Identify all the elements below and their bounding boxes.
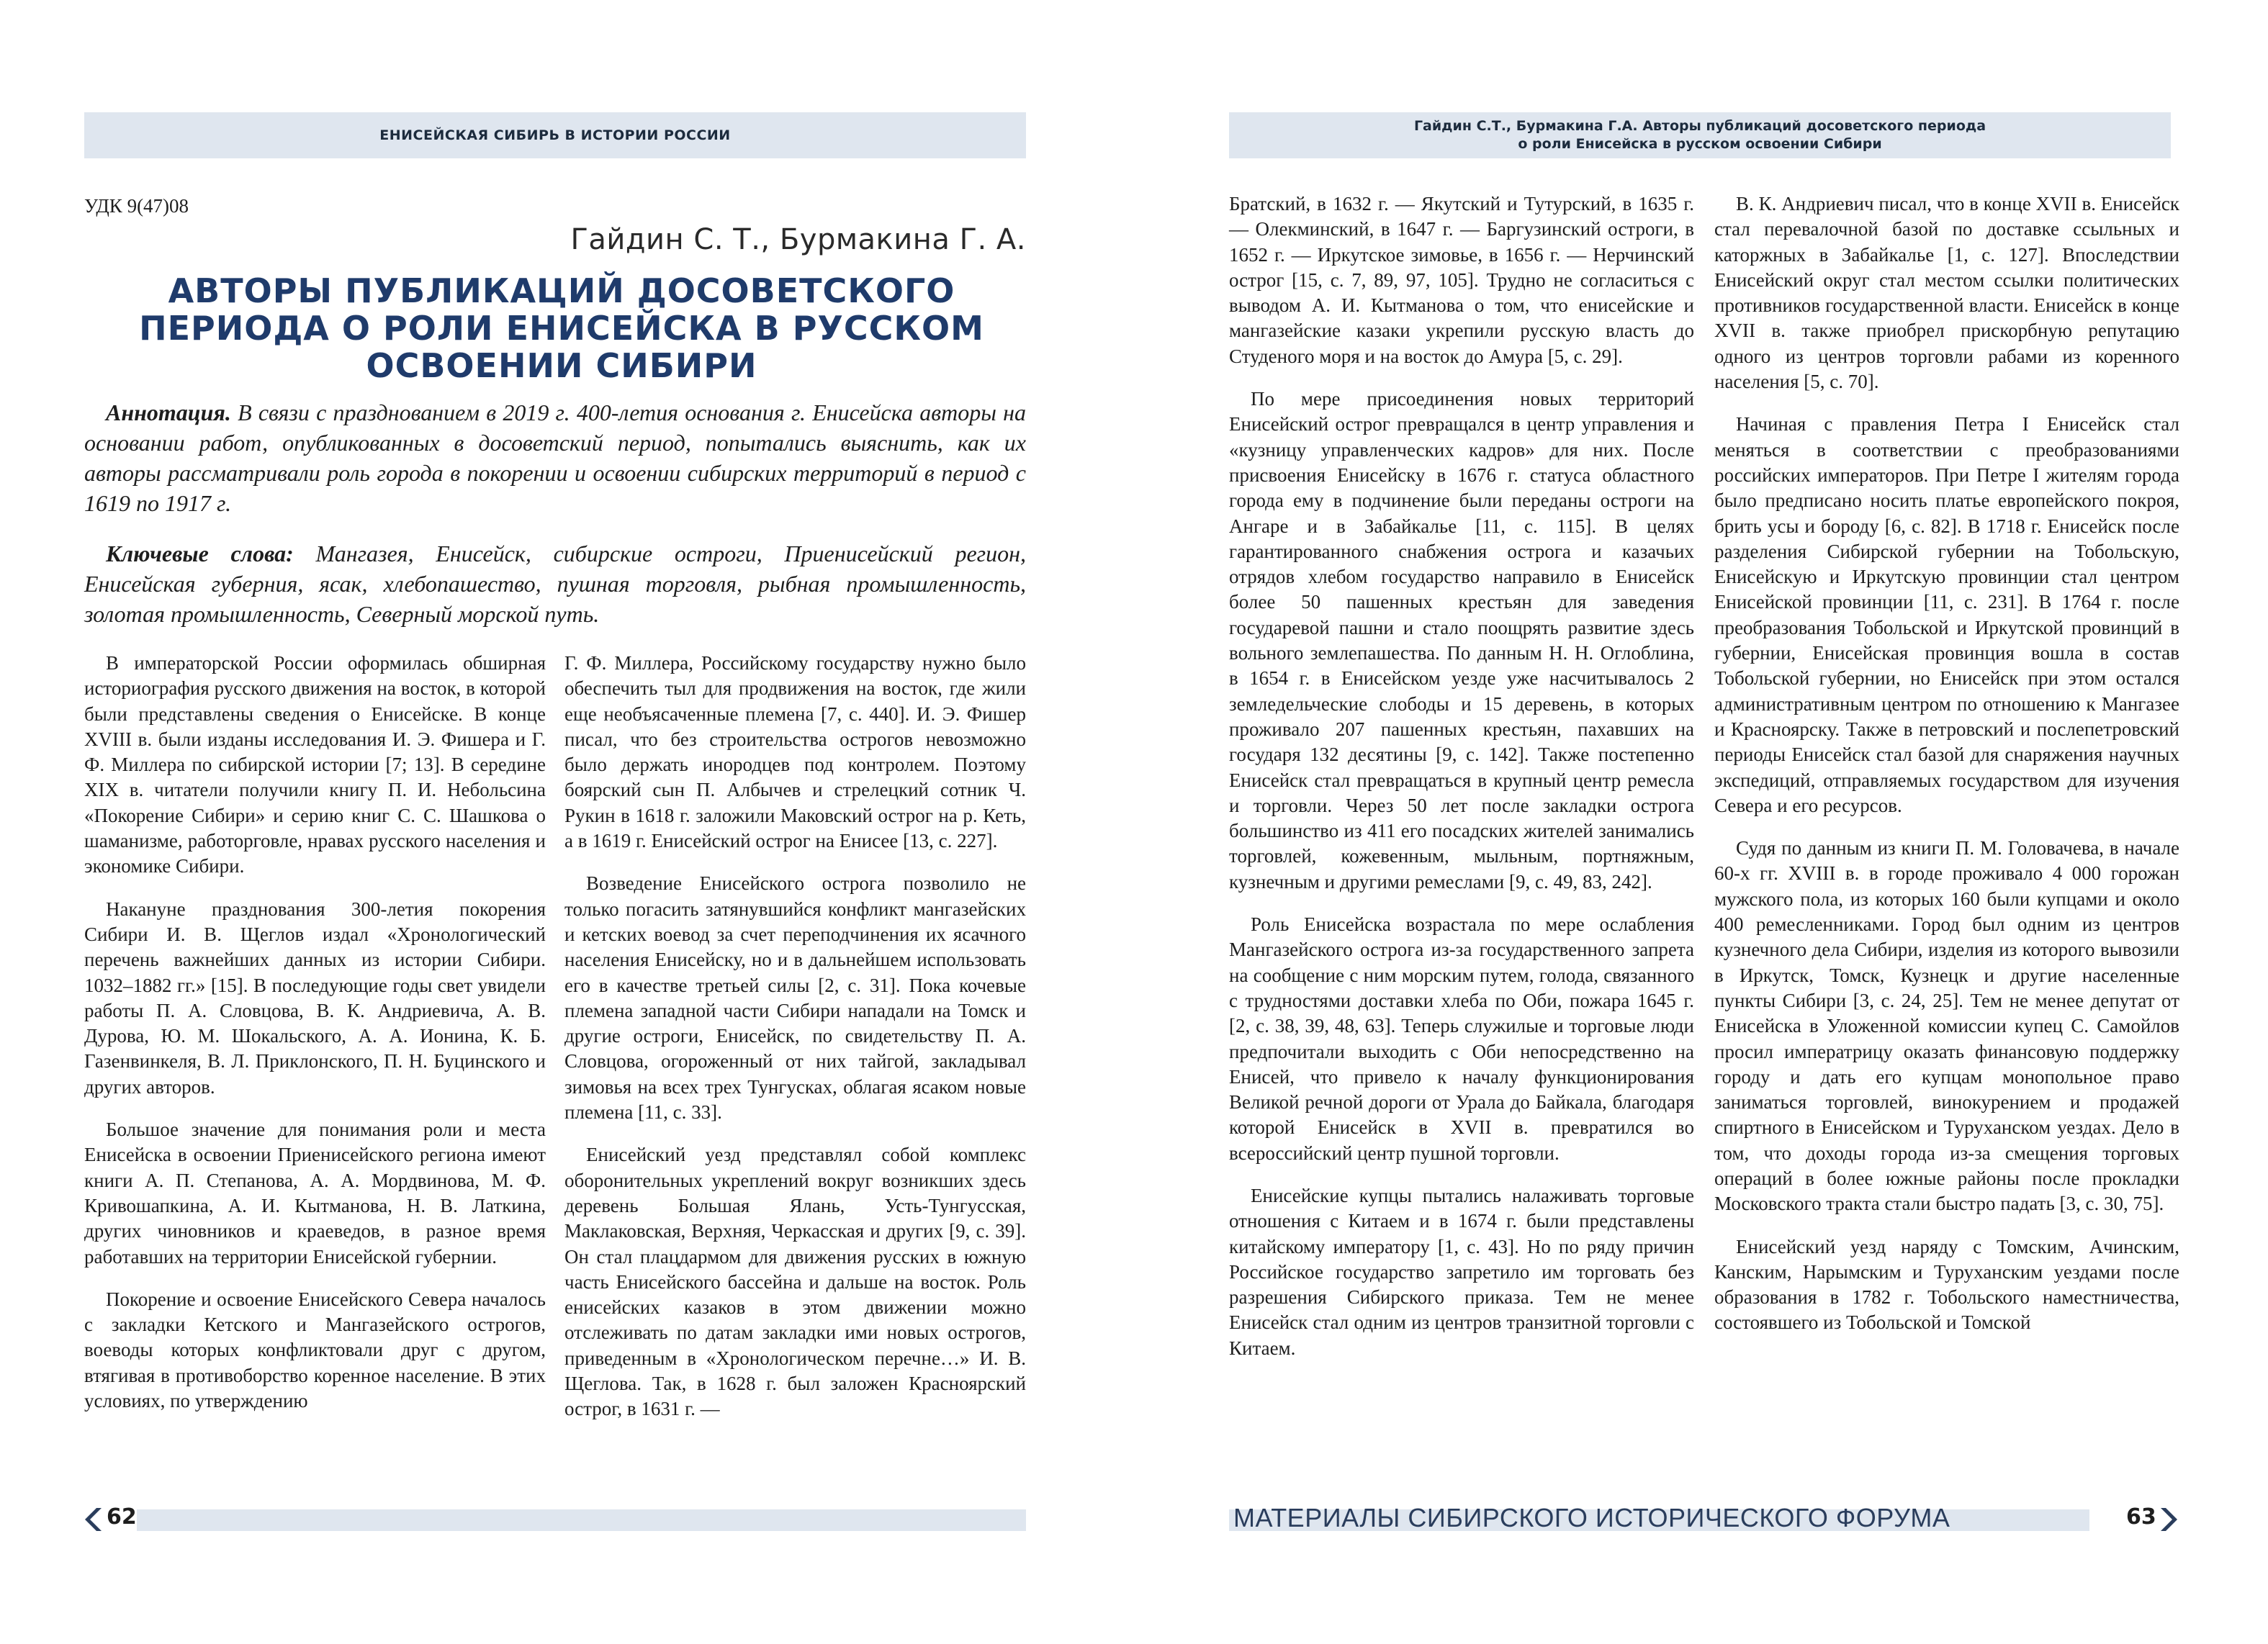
chevron-left-icon: [84, 1507, 106, 1532]
left-column-1: [84, 651, 546, 1431]
page-number: 63: [2126, 1504, 2156, 1530]
udk-code: УДК 9(47)08: [84, 195, 189, 217]
footer-bar: [137, 1509, 1026, 1531]
keywords-label: Ключевые слова:: [106, 541, 294, 566]
abstract: [84, 397, 1026, 518]
paragraph: Роль Енисейска возрастала по мере ослабления Мангазейского острога из-за государственного запрета на сообщение с ним морским путем, голода, связанного с трудностями доставки хлеба по Оби, пожара 1645 г. [2, с. 38, 39, 48, 63]. Теперь служилые и торговые люди предпочитали выходить с Оби непосредственно на Енисей, что привело к началу функционирования Великой речной дороги от Урала до Байкала, благодаря которой Енисейск в XVII в. превратился во всероссийский центр пушной торговли.: [1229, 913, 1694, 1164]
paragraph: Судя по данным из книги П. М. Головачева, в начале 60-х гг. XVIII в. в городе проживало 4 000 горожан мужского пола, из которых 160 были купцами и около 400 ремесленниками. Город был одним из центров кузнечного дела Сибири, изделия из которого вывозили в Иркутск, Томск, Кузнецк и другие населенные пункты Сибири [3, с. 24, 25]. Тем не менее депутат от Енисейска в Уложенной комиссии купец С. Самойлов просил императрицу оказать финансовую поддержку городу и дать его купцам монопольное право заниматься торговлей, винокурением и продажей спиртного в Енисейском и Туруханском уездах. Дело в том, что доходы города из-за смещения торговых операций в более южные районы после прокладки Московского тракта стали быстро падать [3, с. 30, 75].: [1714, 837, 2179, 1215]
running-header: [84, 112, 1026, 158]
paragraph: Возведение Енисейского острога позволило не только погасить затянувшийся конфликт мангазейских и кетских воевод за счет переподчинения их ясачного населения Енисейску, но и в дальнейшем использовать его в качестве третьей силы [2, с. 31]. Пока кочевые племена западной части Сибири нападали на Томск и другие остроги, Енисейск, по свидетельству П. А. Словцова, огороженный от них тайгой, закладывал зимовья на всех трех Тунгусках, облагая ясаком новые племена [11, с. 33].: [564, 872, 1026, 1124]
paragraph: Братский, в 1632 г. — Якутский и Тутурский, в 1635 г. — Олекминский, в 1647 г. — Баргузинский остроги, в 1652 г. — Иркутское зимовье, в 1656 г. — Нерчинский острог [15, с. 7, 89, 97, 105]. Трудно не согласиться с выводом А. И. Кытманова о том, что енисейские и мангазейские казаки укрепили русскую власть до Студеного моря и на восток до Амура [5, с. 29].: [1229, 193, 1694, 367]
paragraph: В императорской России оформилась обширная историография русского движения на восток, в которой были представлены сведения о Енисейске. В конце XVIII в. были изданы исследования И. Э. Фишера и Г. Ф. Миллера по сибирской истории [7; 13]. В середине XIX в. читатели получили книгу П. И. Небольсина «Покорение Сибири» и серию книг С. С. Шашкова о шаманизме, работорговле, нравах русского населения и экономике Сибири.: [84, 652, 546, 877]
right-page: [1134, 0, 2268, 1644]
page-number: 62: [107, 1504, 137, 1530]
running-header-line-2: о роли Енисейска в русском освоении Сибири: [1518, 136, 1882, 152]
article-title: АВТОРЫ ПУБЛИКАЦИЙ ДОСОВЕТСКОГО ПЕРИОДА О РОЛИ ЕНИСЕЙСКА В РУССКОМ ОСВОЕНИИ СИБИРИ: [139, 271, 984, 385]
article-authors: Гайдин С. Т., Бурмакина Г. А.: [570, 223, 1026, 256]
chevron-right-icon: [2156, 1507, 2178, 1532]
keywords: [84, 538, 1026, 629]
abstract-label: Аннотация.: [106, 399, 231, 425]
running-header: [1229, 112, 2171, 158]
paragraph: Енисейский уезд представлял собой комплекс оборонительных укреплений вокруг возникших здесь деревень Большая Ялань, Усть-Тунгусская, Маклаковская, Верхняя, Черкасская и других [9, с. 39]. Он стал плацдармом для движения русских в южную часть Енисейского бассейна и дальше на восток. Роль енисейских казаков в этом движении можно отслеживать по датам закладки ими новых острогов, приведенным в «Хронологическом перечне…» И. В. Щеглова. Так, в 1628 г. был заложен Красноярский острог, в 1631 г. —: [564, 1144, 1026, 1420]
paragraph: Покорение и освоение Енисейского Севера началось с закладки Кетского и Мангазейского острогов, воеводы которых конфликтовали друг с другом, втягивая в противоборство коренное население. В этих условиях, по утверждению: [84, 1288, 546, 1412]
running-header-text: ЕНИСЕЙСКАЯ СИБИРЬ В ИСТОРИИ РОССИИ: [379, 127, 731, 143]
abstract-text: В связи с празднованием в 2019 г. 400-летия основания г. Енисейска авторы на основании работ, опубликованных в досоветский период, попытались выяснить, как их авторы рассматривали роль города в покорении и освоении сибирских территорий в период с 1619 по 1917 г.: [84, 399, 1026, 516]
paragraph: Енисейские купцы пытались налаживать торговые отношения с Китаем и в 1674 г. были представлены китайскому императору [1, с. 43]. Но по ряду причин Российское государство запретило им торговать без разрешения Сибирского приказа. Тем не менее Енисейск стал одним из центров транзитной торговли с Китаем.: [1229, 1184, 1694, 1359]
paragraph: Начиная с правления Петра I Енисейск стал меняться в соответствии с преобразованиями российских императоров. При Петре I жителям города было предписано носить платье европейского покроя, брить усы и бороду [6, с. 82]. В 1718 г. Енисейск после разделения Сибирской губернии на Тобольскую, Енисейскую и Иркутскую провинции стал центром Енисейской провинции [11, с. 231]. В 1764 г. после преобразования Тобольской и Иркутской провинций в губернии, Енисейская провинция вошла в состав Тобольской губернии, но Енисейск при этом остался административным центром по отношению к Мангазее и Красноярску. Также в петровский и послепетровский периоды Енисейск стал базой для снаряжения научных экспедиций, отправляемых государством для изучения Севера и его ресурсов.: [1714, 413, 2179, 816]
paragraph: Енисейский уезд наряду с Томским, Ачинским, Канским, Нарымским и Туруханским уездами после образования в 1782 г. Тобольского наместничества, состоявшего из Тобольской и Томской: [1714, 1235, 2179, 1334]
keywords-text: Мангазея, Енисейск, сибирские остроги, Приенисейский регион, Енисейская губерния, ясак, хлебопашество, пушная торговля, рыбная промышленность, золотая промышленность, Северный морской путь.: [84, 541, 1027, 627]
paragraph: Накануне празднования 300-летия покорения Сибири И. В. Щеглов издал «Хронологический перечень важнейших данных из истории Сибири. 1032–1882 гг.» [15]. В последующие годы свет увидели работы П. А. Словцова, В. К. Андриевича, А. В. Дурова, Ю. М. Шокальского, А. А. Ионина, К. Б. Газенвинкеля, В. Л. Приклонского, П. Н. Буцинского и других авторов.: [84, 898, 546, 1098]
running-header-line-1: Гайдин С.Т., Бурмакина Г.А. Авторы публикаций досоветского периода: [1413, 118, 1986, 134]
right-column-2: [1714, 191, 2179, 1353]
right-column-1: [1229, 191, 1694, 1378]
paragraph: Большое значение для понимания роли и места Енисейска в освоении Приенисейского региона имеют книги А. П. Степанова, А. А. Мордвинова, М. Ф. Кривошапкина, А. И. Кытманова, Н. В. Латкина, других чиновников и краеведов, в разное время работавших на территории Енисейской губернии.: [84, 1119, 546, 1268]
paragraph: По мере присоединения новых территорий Енисейский острог превращался в центр управления и «кузницу управленческих кадров» для них. После присвоения Енисейску в 1676 г. статуса областного города ему в подчинение были переданы остроги на Ангаре и в Забайкалье [11, с. 115]. В целях гарантированного снабжения острога и казачьих отрядов хлебом государство направило в Енисейск более 50 пашенных крестьян для заведения государевой пашни и стало поощрять развитие здесь вольного землепашества. По данным Н. Н. Оглоблина, в 1654 г. в Енисейском уезде уже насчитывалось 2 земледельческие слободы и 15 деревень, в которых проживало 207 пашенных крестьян, пахавших на государя 132 десятины [9, с. 142]. Также постепенно Енисейск стал превращаться в крупный центр ремесла и торговли. Через 50 лет после закладки острога большинство из 411 его посадских жителей занимались торговлей, кожевенным, мыльным, портняжным, кузнечным и другими ремеслами [9, с. 49, 83, 242].: [1229, 388, 1694, 893]
journal-title: МАТЕРИАЛЫ СИБИРСКОГО ИСТОРИЧЕСКОГО ФОРУМА: [1233, 1503, 1950, 1532]
left-column-2: [564, 651, 1026, 1440]
paragraph: Г. Ф. Миллера, Российскому государству нужно было обеспечить тыл для продвижения на восток, где жили еще необъясаченные племена [7, с. 440]. И. Э. Фишер писал, что без строительства острогов невозможно было держать инородцев под контролем. Поэтому боярский сын П. Албычев и стрелецкий сотник Ч. Рукин в 1618 г. заложили Маковский острог на р. Кеть, а в 1619 г. Енисейский острог на Енисее [13, с. 227].: [564, 652, 1026, 852]
paragraph: В. К. Андриевич писал, что в конце XVII в. Енисейск стал перевалочной базой по доставке ссыльных и каторжных в Забайкалье [1, с. 127]. Впоследствии Енисейский округ стал местом ссылки политических противников государственной власти. Енисейск в конце XVII в. также приобрел прискорбную репутацию одного из центров торговли рабами из коренного населения [5, с. 70].: [1714, 193, 2179, 393]
